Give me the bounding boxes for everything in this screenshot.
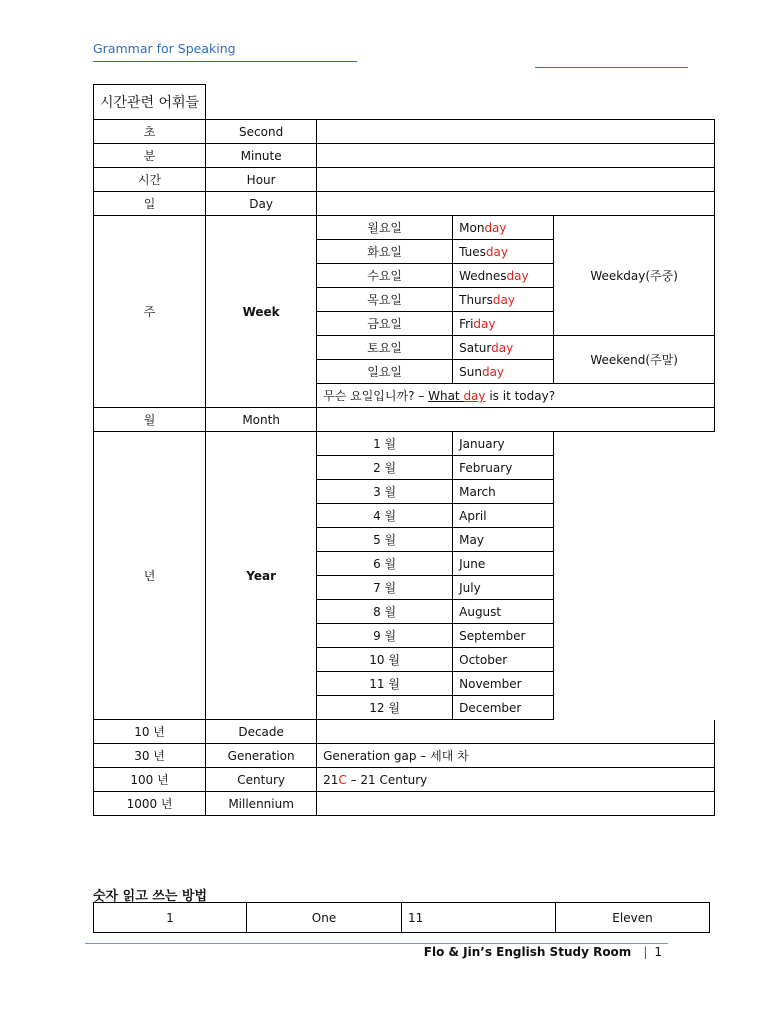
number-digit: 11 [402, 903, 556, 933]
english-term: Decade [206, 720, 317, 744]
day-korean: 일요일 [317, 360, 453, 384]
month-english: May [453, 528, 554, 552]
header-rule-right [535, 67, 688, 68]
english-term: Century [206, 768, 317, 792]
day-korean: 화요일 [317, 240, 453, 264]
english-term: Minute [206, 144, 317, 168]
number-digit: 1 [94, 903, 247, 933]
day-korean: 월요일 [317, 216, 453, 240]
table-row [94, 744, 715, 768]
vocab-table-heading: 시간관련 어휘들 [94, 85, 206, 120]
korean-term: 초 [94, 120, 206, 144]
notes-cell [317, 720, 715, 744]
month-english: November [453, 672, 554, 696]
korean-term: 10 년 [94, 720, 206, 744]
month-korean: 9 월 [317, 624, 453, 648]
month-korean: 12 월 [317, 696, 453, 720]
notes-cell [317, 168, 715, 192]
korean-term: 월 [94, 408, 206, 432]
month-korean: 6 월 [317, 552, 453, 576]
english-term: Generation [206, 744, 317, 768]
month-english: December [453, 696, 554, 720]
korean-term-year: 년 [94, 432, 206, 720]
month-english: September [453, 624, 554, 648]
weekend-label: Weekend(주말) [554, 336, 715, 384]
footer-separator: | [643, 945, 648, 959]
month-english: August [453, 600, 554, 624]
month-korean: 2 월 [317, 456, 453, 480]
english-term: Second [206, 120, 317, 144]
korean-term: 1000 년 [94, 792, 206, 816]
table-row [94, 120, 715, 144]
header-rule-left [93, 61, 357, 62]
day-english: Friday [453, 312, 554, 336]
english-term: Month [206, 408, 317, 432]
english-term: Day [206, 192, 317, 216]
notes-cell [317, 144, 715, 168]
notes-cell [317, 408, 715, 432]
day-english: Thursday [453, 288, 554, 312]
korean-term: 분 [94, 144, 206, 168]
numbers-table [93, 902, 710, 933]
day-korean: 토요일 [317, 336, 453, 360]
document-header-title: Grammar for Speaking [93, 41, 236, 56]
day-english: Tuesday [453, 240, 554, 264]
day-english: Wednesday [453, 264, 554, 288]
month-english: March [453, 480, 554, 504]
weekday-label: Weekday(주중) [554, 216, 715, 336]
month-korean: 7 월 [317, 576, 453, 600]
numbers-section-heading: 숫자 읽고 쓰는 방법 [93, 889, 208, 904]
time-vocabulary-table [93, 84, 715, 816]
month-korean: 10 월 [317, 648, 453, 672]
day-english: Sunday [453, 360, 554, 384]
month-korean: 1 월 [317, 432, 453, 456]
footer-rule [85, 943, 668, 944]
korean-term-week: 주 [94, 216, 206, 408]
table-row [94, 903, 710, 933]
month-korean: 11 월 [317, 672, 453, 696]
month-english: June [453, 552, 554, 576]
day-question: 무슨 요일입니까? – What day is it today? [317, 384, 715, 408]
table-row [94, 792, 715, 816]
english-term-week: Week [206, 216, 317, 408]
table-row [94, 768, 715, 792]
table-row [94, 216, 715, 240]
month-korean: 3 월 [317, 480, 453, 504]
notes-cell [317, 120, 715, 144]
notes-cell: Generation gap – 세대 차 [317, 744, 715, 768]
korean-term: 일 [94, 192, 206, 216]
korean-term: 100 년 [94, 768, 206, 792]
english-term-year: Year [206, 432, 317, 720]
notes-cell: 21C – 21 Century [317, 768, 715, 792]
footer-brand: Flo & Jin’s English Study Room [423, 945, 632, 959]
number-word: Eleven [556, 903, 710, 933]
month-english: February [453, 456, 554, 480]
month-english: April [453, 504, 554, 528]
table-row [94, 168, 715, 192]
month-english: January [453, 432, 554, 456]
day-english: Monday [453, 216, 554, 240]
korean-term: 시간 [94, 168, 206, 192]
page-number: 1 [654, 945, 662, 959]
day-english: Saturday [453, 336, 554, 360]
month-korean: 5 월 [317, 528, 453, 552]
day-korean: 수요일 [317, 264, 453, 288]
table-row [94, 432, 715, 456]
notes-cell [317, 792, 715, 816]
month-korean: 8 월 [317, 600, 453, 624]
english-term: Hour [206, 168, 317, 192]
month-korean: 4 월 [317, 504, 453, 528]
korean-term: 30 년 [94, 744, 206, 768]
day-korean: 목요일 [317, 288, 453, 312]
table-row [94, 192, 715, 216]
notes-cell [317, 192, 715, 216]
number-word: One [247, 903, 402, 933]
table-row [94, 720, 715, 744]
table-row [94, 408, 715, 432]
month-english: October [453, 648, 554, 672]
day-korean: 금요일 [317, 312, 453, 336]
table-row [94, 144, 715, 168]
page-footer [424, 945, 662, 959]
english-term: Millennium [206, 792, 317, 816]
month-english: July [453, 576, 554, 600]
